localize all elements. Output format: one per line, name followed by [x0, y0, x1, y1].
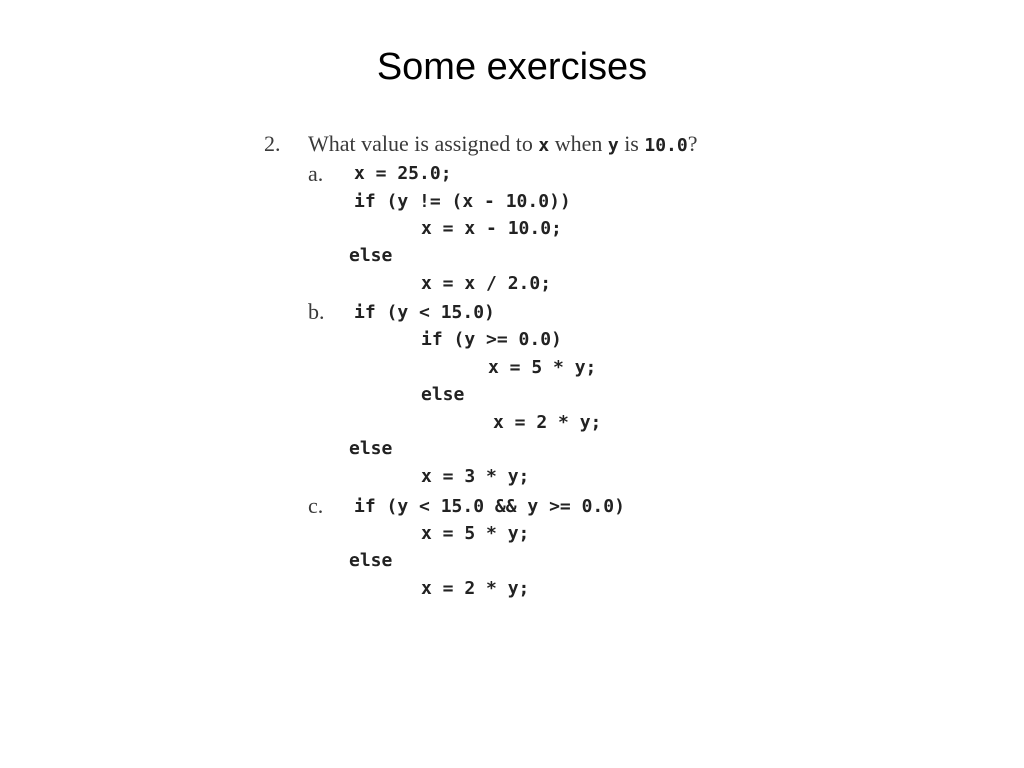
code-line: x = 5 * y;: [421, 523, 530, 544]
code-line: else: [421, 384, 465, 405]
exercise-number: 2.: [264, 131, 281, 156]
exercise-block: [262, 128, 822, 608]
question-var-x: x: [538, 135, 550, 156]
code-line: x = x - 10.0;: [421, 218, 562, 239]
code-line: if (y < 15.0): [354, 302, 495, 323]
slide-title: Some exercises: [376, 46, 648, 88]
code-line: x = 3 * y;: [421, 466, 530, 487]
code-line: else: [349, 438, 393, 459]
code-line: if (y >= 0.0): [421, 329, 562, 350]
code-line: x = 25.0;: [354, 163, 452, 184]
question-suffix: ?: [687, 131, 698, 156]
exercise-question: [308, 130, 698, 158]
code-line: x = 2 * y;: [493, 412, 602, 433]
question-middle: when: [549, 131, 608, 156]
code-line: else: [349, 550, 393, 571]
code-line: x = 2 * y;: [421, 578, 530, 599]
code-line: x = 5 * y;: [488, 357, 597, 378]
question-prefix: What value is assigned to: [308, 131, 539, 156]
code-line: x = x / 2.0;: [421, 273, 552, 294]
part-a-label: a.: [308, 161, 324, 186]
code-line: else: [349, 245, 393, 266]
part-b-label: b.: [308, 299, 325, 324]
question-value: 10.0: [644, 135, 688, 156]
question-is: is: [618, 131, 645, 156]
question-var-y: y: [607, 135, 619, 156]
part-c-label: c.: [308, 493, 324, 518]
code-line: if (y != (x - 10.0)): [354, 191, 571, 212]
code-line: if (y < 15.0 && y >= 0.0): [354, 496, 625, 517]
